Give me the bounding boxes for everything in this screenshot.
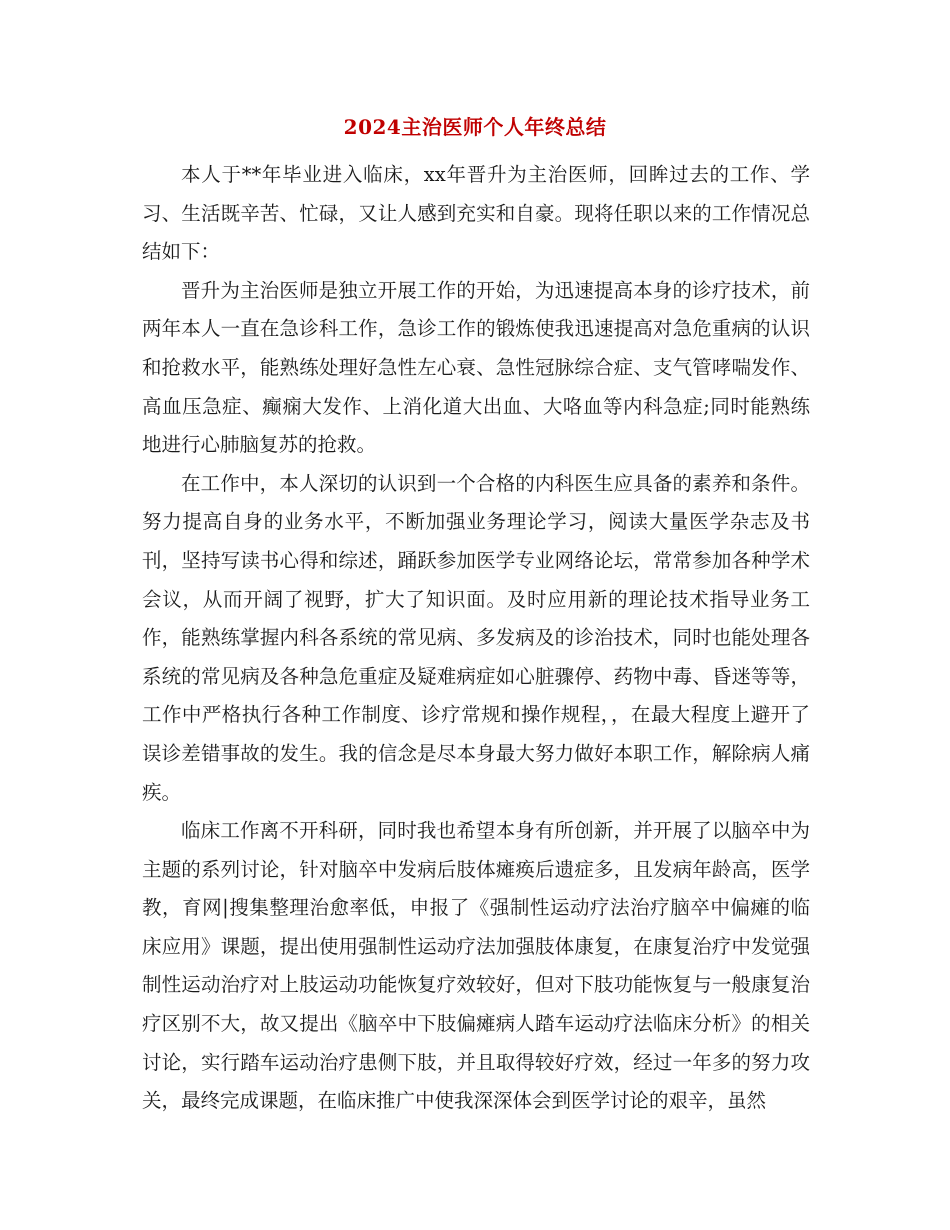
document-body	[142, 156, 810, 1121]
paragraph-professional-study: 在工作中，本人深切的认识到一个合格的内科医生应具备的素养和条件。努力提高自身的业务水平，不断加强业务理论学习，阅读大量医学杂志及书刊，坚持写读书心得和综述，踊跃参加医学专业网络论坛，常常参加各种学术会议，从而开阔了视野，扩大了知识面。及时应用新的理论技术指导业务工作，能熟练掌握内科各系统的常见病、多发病及的诊治技术，同时也能处理各系统的常见病及各种急危重症及疑难病症如心脏骤停、药物中毒、昏迷等等，工作中严格执行各种工作制度、诊疗常规和操作规程，，在最大程度上避开了误诊差错事故的发生。我的信念是尽本身最大努力做好本职工作，解除病人痛疾。	[142, 471, 810, 804]
paragraph-research: 临床工作离不开科研，同时我也希望本身有所创新，并开展了以脑卒中为主题的系列讨论，针对脑卒中发病后肢体瘫痪后遗症多，且发病年龄高，医学教，育网|搜集整理治愈率低，申报了《强制性运动疗法治疗脑卒中偏瘫的临床应用》课题，提出使用强制性运动疗法加强肢体康复，在康复治疗中发觉强制性运动治疗对上肢运动功能恢复疗效较好，但对下肢功能恢复与一般康复治疗区别不大，故又提出《脑卒中下肢偏瘫病人踏车运动疗法临床分析》的相关讨论，实行踏车运动治疗患侧下肢，并且取得较好疗效，经过一年多的努力攻关，最终完成课题，在临床推广中使我深深体会到医学讨论的艰辛，虽然	[142, 819, 810, 1113]
paragraph-intro: 本人于**年毕业进入临床，xx年晋升为主治医师，回眸过去的工作、学习、生活既辛苦、忙碌，又让人感到充实和自豪。现将任职以来的工作情况总结如下：	[142, 163, 810, 264]
document-title: 2024主治医师个人年终总结	[343, 115, 607, 139]
paragraph-emergency-work: 晋升为主治医师是独立开展工作的开始，为迅速提高本身的诊疗技术，前两年本人一直在急诊科工作，急诊工作的锻炼使我迅速提高对急危重病的认识和抢救水平，能熟练处理好急性左心衰、急性冠脉综合症、支气管哮喘发作、高血压急症、癫痫大发作、上消化道大出血、大咯血等内科急症;同时能熟练地进行心肺脑复苏的抢救。	[142, 278, 810, 457]
